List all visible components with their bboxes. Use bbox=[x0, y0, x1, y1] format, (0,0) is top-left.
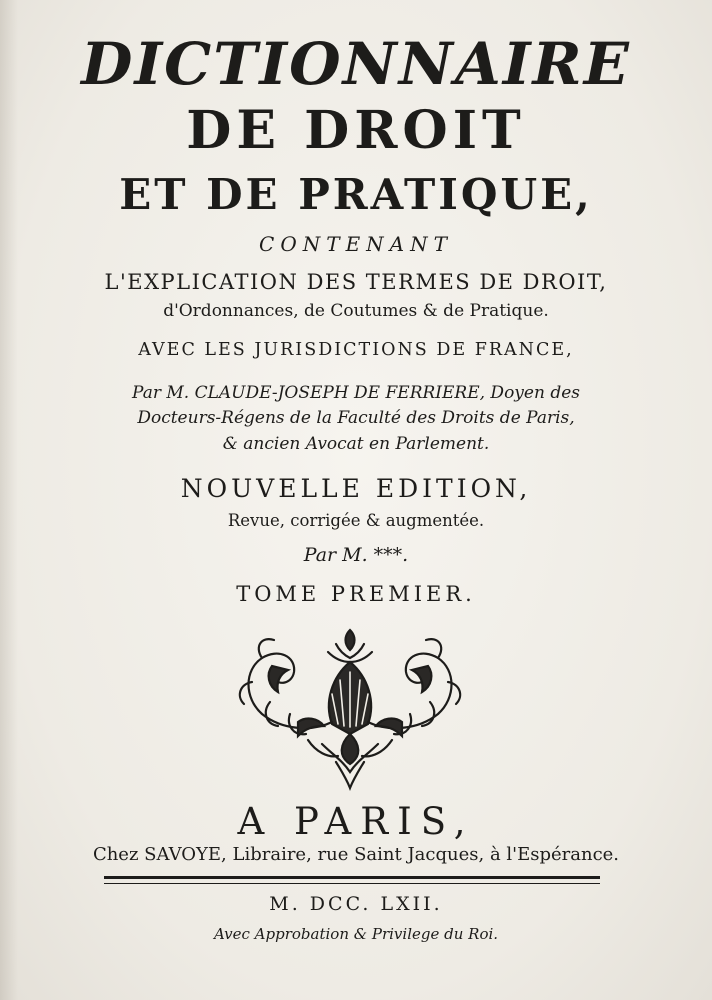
floral-scroll-ornament-icon bbox=[232, 622, 468, 792]
author-line-1: Par M. CLAUDE-JOSEPH DE FERRIERE, Doyen des bbox=[132, 383, 580, 403]
imprint-city: A PARIS, bbox=[237, 800, 475, 843]
edition-par: Par M. ***. bbox=[303, 544, 409, 566]
subtitle-ordonnances: d'Ordonnances, de Coutumes & de Pratique. bbox=[163, 301, 549, 321]
title-line-2: DE DROIT bbox=[186, 100, 526, 161]
author-line-3: & ancien Avocat en Parlement. bbox=[222, 434, 490, 454]
author-line-2: Docteurs-Régens de la Faculté des Droits de Paris, bbox=[137, 408, 575, 428]
subtitle-explication: L'EXPLICATION DES TERMES DE DROIT, bbox=[104, 270, 608, 294]
subtitle-contenant: CONTENANT bbox=[259, 232, 453, 256]
divider-thick bbox=[104, 876, 600, 879]
subtitle-jurisdictions: AVEC LES JURISDICTIONS DE FRANCE, bbox=[138, 340, 574, 360]
title-line-1: DICTIONNAIRE bbox=[81, 30, 631, 98]
edition-revue: Revue, corrigée & augmentée. bbox=[227, 511, 485, 530]
divider-thin bbox=[104, 883, 600, 884]
tome-label: TOME PREMIER. bbox=[236, 582, 476, 606]
title-line-3: ET DE PRATIQUE, bbox=[119, 170, 593, 219]
imprint-publisher: Chez SAVOYE, Libraire, rue Saint Jacques, à l'Espérance. bbox=[92, 844, 620, 865]
edition-heading: NOUVELLE EDITION, bbox=[180, 474, 532, 503]
imprint-date: M. DCC. LXII. bbox=[269, 893, 443, 915]
imprint-approbation: Avec Approbation & Privilege du Roi. bbox=[213, 925, 499, 943]
